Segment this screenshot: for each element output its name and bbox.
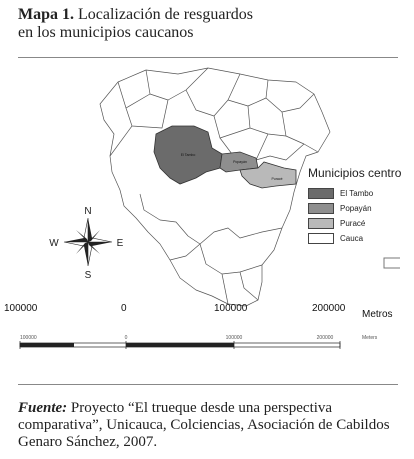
top-rule [18, 57, 398, 58]
map-title-text-2: en los municipios caucanos [18, 24, 194, 41]
legend-label: Puracé [340, 218, 366, 228]
legend-item [308, 201, 408, 215]
map-title [18, 6, 398, 42]
source-text: Proyecto “El trueque desde una perspectiva comparativa”, Unicauca, Colciencias, Asociación de Cabildos Genaro Sánchez, 2007. [18, 400, 390, 450]
scale-small-label-4: Meters [362, 335, 378, 341]
inset-marker [384, 258, 400, 268]
legend-label: El Tambo [340, 188, 374, 198]
compass-e: E [116, 238, 124, 249]
legend-label: Popayán [340, 203, 372, 213]
compass-w: W [49, 238, 59, 249]
scale-bar [20, 341, 340, 349]
legend-label: Cauca [340, 233, 364, 243]
scale-large-label-0: 100000 [4, 303, 38, 314]
scale-large-label-3: 200000 [312, 303, 346, 314]
legend-item [308, 186, 408, 200]
compass-s: S [84, 270, 92, 281]
scale-small-label-0: 100000 [20, 335, 37, 341]
scale-small-label-3: 200000 [316, 335, 334, 341]
legend-item [308, 216, 408, 230]
scale-large-label-4: Metros [362, 309, 393, 320]
compass-n: N [84, 206, 92, 217]
legend-swatch-cauca [308, 233, 334, 244]
scale-large-labels [0, 303, 414, 319]
legend-swatch-purace [308, 218, 334, 229]
scale-large-label-2: 100000 [214, 303, 248, 314]
region-label-popayan: Popayán [233, 160, 247, 164]
cauca-outline [100, 68, 330, 306]
source-label: Fuente: [18, 400, 68, 416]
source-note [18, 400, 398, 451]
legend [308, 166, 408, 246]
map-title-label: Mapa 1. [18, 6, 74, 23]
legend-item [308, 231, 408, 245]
map-title-text-1: Localización de resguardos [78, 6, 254, 23]
legend-swatch-popayan [308, 203, 334, 214]
compass-rose-icon [64, 218, 112, 266]
legend-title: Municipios centro [308, 166, 402, 180]
scale-small-label-2: 100000 [225, 335, 243, 341]
region-label-purace: Puracé [271, 177, 283, 181]
scale-large-label-1: 0 [121, 303, 127, 314]
scale-small-label-1: 0 [124, 335, 128, 341]
bottom-rule [18, 384, 398, 385]
region-label-el-tambo: El Tambo [180, 153, 196, 157]
legend-swatch-el-tambo [308, 188, 334, 199]
